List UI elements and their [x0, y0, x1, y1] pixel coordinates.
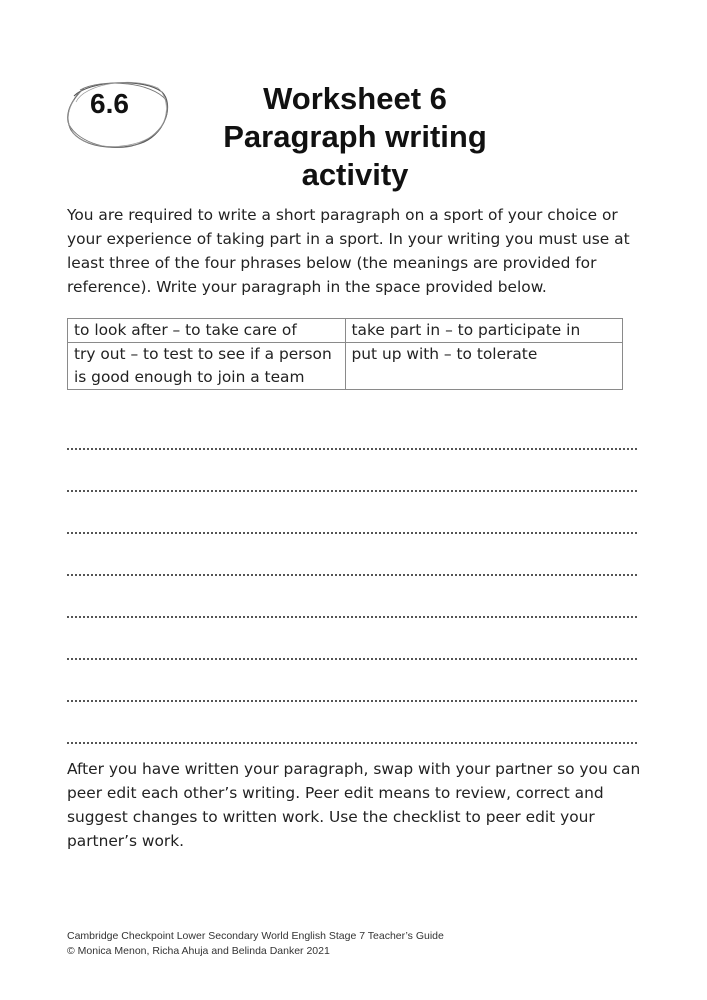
- table-row: [68, 319, 623, 343]
- instructions-line: least three of the four phrases below (the meanings are provided for: [67, 254, 597, 272]
- peer-edit-line: suggest changes to written work. Use the checklist to peer edit your: [67, 808, 595, 826]
- dotted-rule: [67, 574, 637, 576]
- title-line-2: Paragraph writing: [223, 119, 487, 154]
- peer-edit-line: partner’s work.: [67, 832, 185, 850]
- footer-copyright: © Monica Menon, Richa Ahuja and Belinda Danker 2021: [67, 945, 330, 957]
- phrase-text: try out – to test to see if a person: [74, 345, 332, 363]
- dotted-rule: [67, 490, 637, 492]
- writing-area[interactable]: [67, 420, 637, 756]
- writing-line[interactable]: [67, 420, 637, 462]
- table-row: [68, 343, 623, 390]
- dotted-rule: [67, 616, 637, 618]
- phrase-text: put up with – to tolerate: [351, 345, 538, 363]
- title-line-1: Worksheet 6: [263, 81, 447, 116]
- page-footer: [67, 929, 444, 959]
- dotted-rule: [67, 742, 637, 744]
- phrase-text: take part in – to participate in: [351, 321, 581, 339]
- instructions-line: your experience of taking part in a sport. In your writing you must use at: [67, 230, 630, 248]
- worksheet-number-badge: [62, 74, 172, 154]
- peer-edit-line: peer edit each other’s writing. Peer edit means to review, correct and: [67, 784, 604, 802]
- writing-line[interactable]: [67, 672, 637, 714]
- instructions-paragraph: [67, 203, 647, 299]
- writing-line[interactable]: [67, 462, 637, 504]
- peer-edit-paragraph: [67, 757, 647, 853]
- phrase-cell: [345, 343, 623, 390]
- phrase-cell: [345, 319, 623, 343]
- phrase-text: is good enough to join a team: [74, 368, 305, 386]
- instructions-line: You are required to write a short paragraph on a sport of your choice or: [67, 206, 618, 224]
- dotted-rule: [67, 532, 637, 534]
- writing-line[interactable]: [67, 504, 637, 546]
- writing-line[interactable]: [67, 630, 637, 672]
- phrase-cell: [68, 343, 346, 390]
- phrase-cell: [68, 319, 346, 343]
- page-title: [190, 80, 520, 194]
- dotted-rule: [67, 700, 637, 702]
- dotted-rule: [67, 448, 637, 450]
- title-line-3: activity: [301, 157, 409, 192]
- footer-book-title: Cambridge Checkpoint Lower Secondary World English Stage 7 Teacher’s Guide: [67, 930, 444, 942]
- worksheet-number: 6.6: [90, 88, 129, 119]
- writing-line[interactable]: [67, 588, 637, 630]
- peer-edit-line: After you have written your paragraph, swap with your partner so you can: [67, 760, 641, 778]
- instructions-line: reference). Write your paragraph in the space provided below.: [67, 278, 547, 296]
- dotted-rule: [67, 658, 637, 660]
- phrases-table: [67, 318, 623, 390]
- writing-line[interactable]: [67, 546, 637, 588]
- phrase-text: to look after – to take care of: [74, 321, 297, 339]
- writing-line[interactable]: [67, 714, 637, 756]
